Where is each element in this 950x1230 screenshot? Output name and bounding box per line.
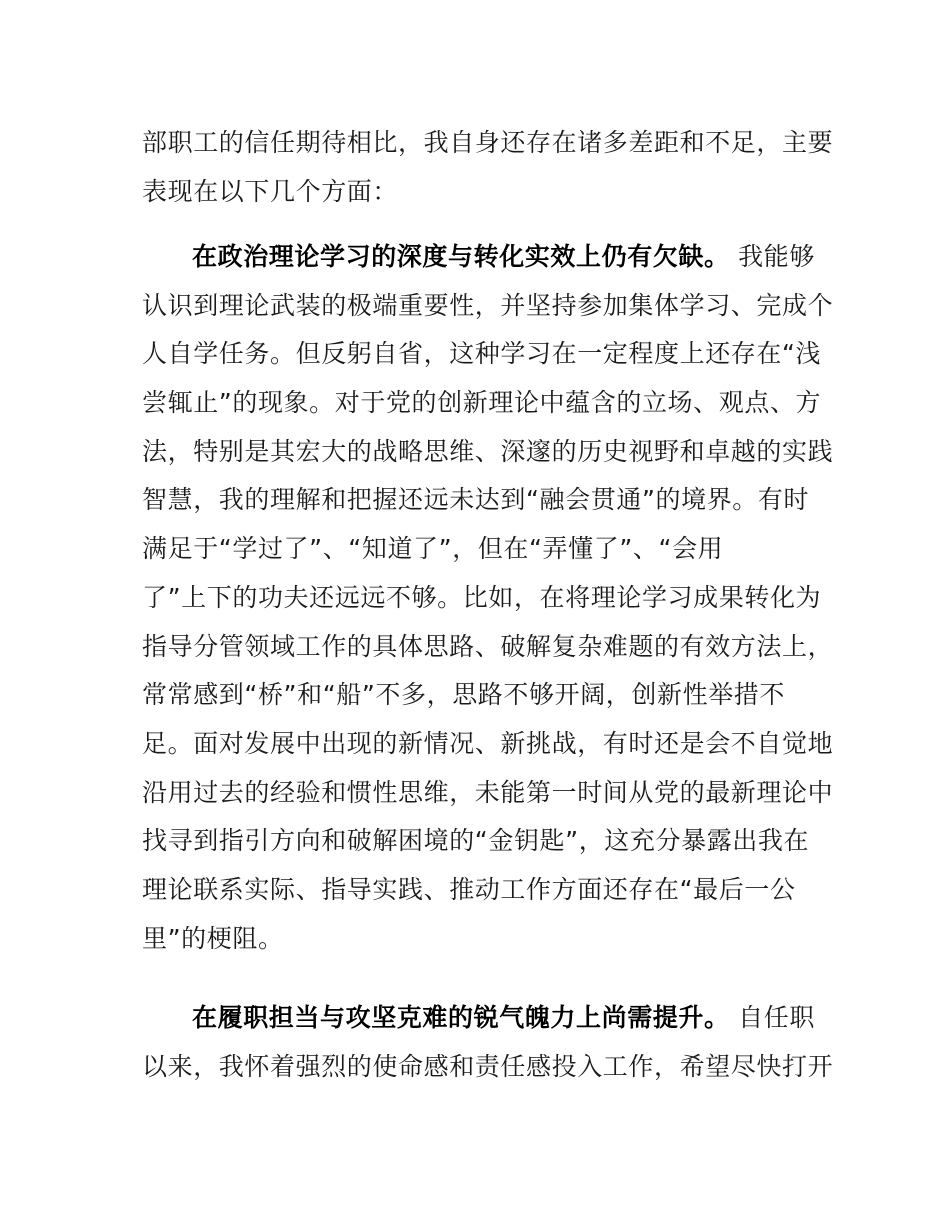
text-line: 常常感到“桥”和“船”不多，思路不够开阔，创新性举措不 xyxy=(142,680,786,710)
text-line: 足。面对发展中出现的新情况、新挑战，有时还是会不自觉地 xyxy=(142,728,834,758)
text-line: 认识到理论武装的极端重要性，并坚持参加集体学习、完成个 xyxy=(142,290,834,320)
paragraph-theory-study xyxy=(142,233,834,963)
text-line: 了”上下的功夫还远远不够。比如，在将理论学习成果转化为 xyxy=(142,582,822,612)
text-line: 找寻到指引方向和破解困境的“金钥匙”，这充分暴露出我在 xyxy=(142,826,810,856)
paragraph-intro xyxy=(142,119,834,216)
text-line: 尝辄止”的现象。对于党的创新理论中蕴含的立场、观点、方 xyxy=(142,388,822,418)
text-line: 部职工的信任期待相比，我自身还存在诸多差距和不足，主要 xyxy=(142,128,834,157)
text-line: 满足于“学过了”、“知道了”，但在“弄懂了”、“会用 xyxy=(142,534,724,564)
text-line: 里”的梗阻。 xyxy=(142,923,284,953)
text-line: 以来，我怀着强烈的使命感和责任感投入工作，希望尽快打开 xyxy=(142,1051,834,1081)
text-line: 法，特别是其宏大的战略思维、深邃的历史视野和卓越的实践 xyxy=(142,436,834,466)
text-run: 我能够 xyxy=(729,242,815,271)
section-heading: 在政治理论学习的深度与转化实效上仍有欠缺。 xyxy=(192,242,730,271)
text-line: 理论联系实际、指导实践、推动工作方面还存在“最后一公 xyxy=(142,874,796,904)
text-run: 自任职 xyxy=(729,1003,815,1032)
text-line: 智慧，我的理解和把握还远未达到“融会贯通”的境界。有时 xyxy=(142,485,810,515)
text-line: 人自学任务。但反躬自省，这种学习在一定程度上还存在“浅 xyxy=(142,339,822,369)
text-line xyxy=(142,233,822,282)
text-line: 表现在以下几个方面： xyxy=(142,176,399,206)
section-heading: 在履职担当与攻坚克难的锐气魄力上尚需提升。 xyxy=(192,1003,730,1032)
text-line xyxy=(142,994,822,1043)
text-line: 指导分管领域工作的具体思路、破解复杂难题的有效方法上， xyxy=(142,631,834,661)
paragraph-responsibility xyxy=(142,994,834,1091)
text-line: 沿用过去的经验和惯性思维，未能第一时间从党的最新理论中 xyxy=(142,777,834,807)
